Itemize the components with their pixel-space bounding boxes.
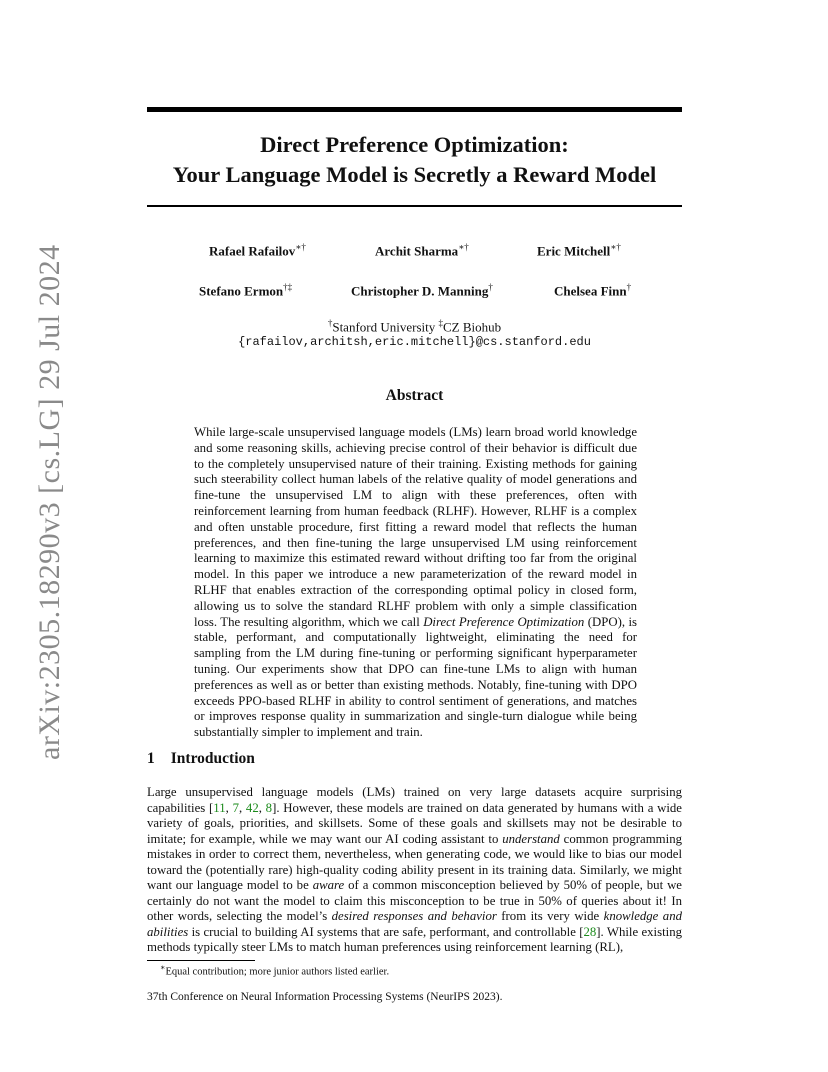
sidebar-arxiv-id: arXiv:2305.18290v3 [cs.LG] 29 Jul 2024 <box>33 244 66 760</box>
author-email: {rafailov,architsh,eric.mitchell}@cs.stanford.edu <box>238 335 591 349</box>
title-rule-top <box>147 107 682 112</box>
affiliations: †Stanford University ‡CZ Biohub <box>327 318 502 335</box>
abstract-text: While large-scale unsupervised language models (LMs) learn broad world knowledge and some reasoning skills, achieving precise control of their behavior is difficult due to the completely unsupervised nature of their training. Existing methods for gaining such steerability collect human labels of the relative quality of model generations and fine-tune the unsupervised LM to align with these preferences, often with reinforcement learning from human feedback (RLHF). However, RLHF is a complex and often unstable procedure, first fitting a reward model that reflects the human preferences, and then fine-tuning the large unsupervised LM using reinforcement learning to maximize this estimated reward without drifting too far from the original model. In this paper we introduce a new parameterization of the reward model in RLHF that enables extraction of the corresponding optimal policy in closed form, allowing us to solve the standard RLHF problem with only a simple classification loss. The resulting algorithm, which we call Direct Preference Optimization (DPO), is stable, performant, and computationally lightweight, eliminating the need for sampling from the LM during fine-tuning or performing significant hyperparameter tuning. Our experiments show that DPO can fine-tune LMs to align with human preferences as well as or better than existing methods. Notably, fine-tuning with DPO exceeds PPO-based RLHF in ability to control sentiment of generations, and matches or improves response quality in summarization and single-turn dialogue while being substantially simpler to implement and train. <box>194 425 637 740</box>
venue-line: 37th Conference on Neural Information Processing Systems (NeurIPS 2023). <box>147 991 503 1003</box>
author: Stefano Ermon†‡ <box>199 282 293 299</box>
citation-link[interactable]: 8 <box>265 800 273 815</box>
title-line-1: Direct Preference Optimization: <box>260 132 569 157</box>
paper-title <box>147 130 682 190</box>
introduction-text: Large unsupervised language models (LMs) trained on very large datasets acquire surprising capabilities [11, 7, 42, 8]. However, these models are trained on data generated by humans with a wide variety of goals, priorities, and skillsets. Some of these goals and skillsets may not be desirable to imitate; for example, while we may want our AI coding assistant to understand common programming mistakes in order to correct them, nevertheless, when generating code, we would like to bias our model toward the (potentially rare) high-quality coding ability present in its training data. Similarly, we might want our language model to be aware of a common misconception believed by 50% of people, but we certainly do not want the model to claim this misconception to be true in 50% of queries about it! In other words, selecting the model’s desired responses and behavior from its very wide knowledge and abilities is crucial to building AI systems that are safe, performant, and controllable [28]. While existing methods typically steer LMs to match human preferences using reinforcement learning (RL), <box>147 785 683 954</box>
citation-link[interactable]: 7 <box>232 800 239 815</box>
author: Eric Mitchell∗† <box>537 242 621 259</box>
footnote-rule <box>147 960 255 961</box>
author: Christopher D. Manning† <box>351 282 493 299</box>
section-heading-introduction: 1 Introduction <box>147 750 255 767</box>
title-line-2: Your Language Model is Secretly a Reward Model <box>172 162 657 187</box>
citation-link[interactable]: 42 <box>245 800 259 815</box>
author: Rafael Rafailov∗† <box>209 242 306 259</box>
author: Chelsea Finn† <box>554 282 632 299</box>
title-rule-bottom <box>147 205 682 207</box>
author: Archit Sharma∗† <box>375 242 469 259</box>
citation-link[interactable]: 11 <box>213 800 226 815</box>
footnote: ∗Equal contribution; more junior authors listed earlier. <box>160 963 390 978</box>
abstract-heading: Abstract <box>385 387 444 404</box>
citation-link[interactable]: 28 <box>583 924 597 939</box>
